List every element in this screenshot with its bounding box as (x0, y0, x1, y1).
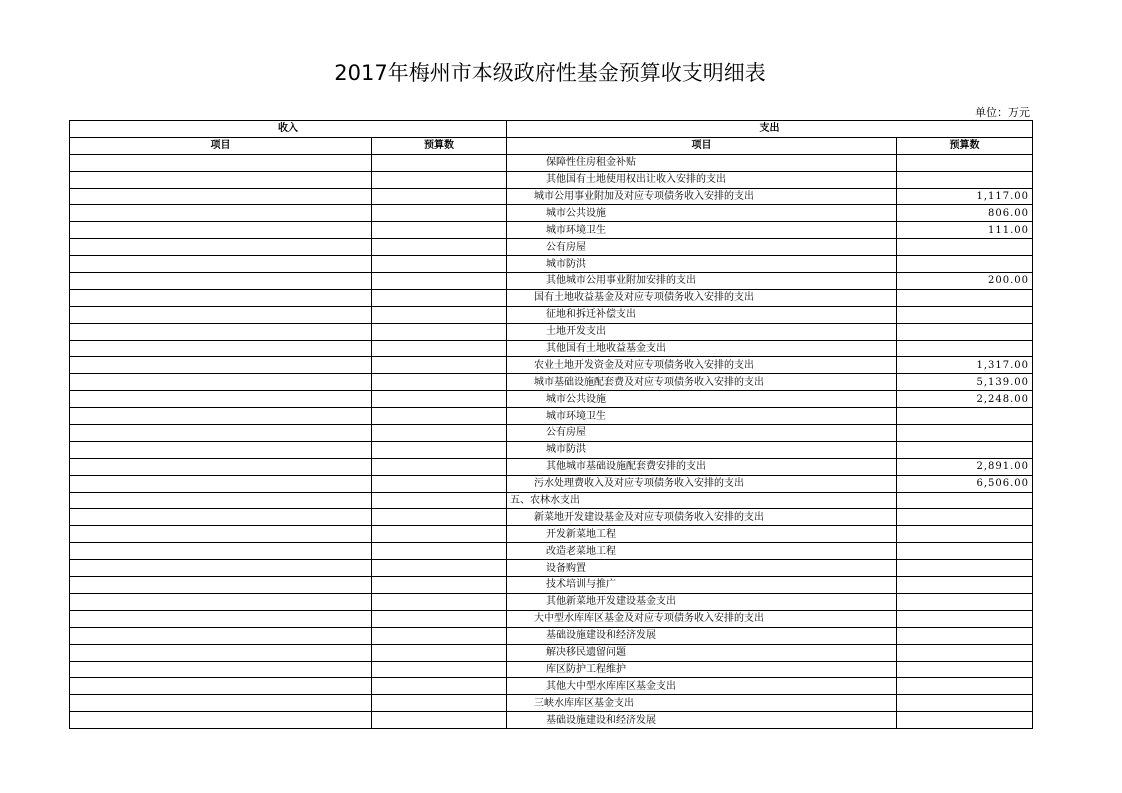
income-budget-cell (372, 154, 507, 171)
income-item-cell (70, 695, 372, 712)
table-row (70, 644, 1033, 661)
income-item-cell (70, 205, 372, 222)
expense-item-cell: 城市基础设施配套费及对应专项债务收入安排的支出 (507, 374, 897, 391)
expense-budget-cell (897, 256, 1033, 273)
expense-budget-cell (897, 661, 1033, 678)
expense-item-cell: 城市公用事业附加及对应专项债务收入安排的支出 (507, 188, 897, 205)
income-item-cell (70, 340, 372, 357)
table-row (70, 661, 1033, 678)
income-budget-cell (372, 526, 507, 543)
expense-item-cell: 公有房屋 (507, 239, 897, 256)
expense-item-cell: 新菜地开发建设基金及对应专项债务收入安排的支出 (507, 509, 897, 526)
expense-budget-cell (897, 171, 1033, 188)
table-row (70, 323, 1033, 340)
income-item-cell (70, 425, 372, 442)
expense-budget-cell (897, 425, 1033, 442)
table-row (70, 222, 1033, 239)
table-row (70, 408, 1033, 425)
income-item-cell (70, 458, 372, 475)
expense-budget-cell (897, 408, 1033, 425)
income-budget-cell (372, 560, 507, 577)
income-item-cell (70, 678, 372, 695)
income-item-cell (70, 509, 372, 526)
table-row (70, 458, 1033, 475)
income-item-cell (70, 560, 372, 577)
table-row (70, 526, 1033, 543)
expense-item-cell: 其他城市基础设施配套费安排的支出 (507, 458, 897, 475)
expense-budget-cell (897, 560, 1033, 577)
income-budget-cell (372, 391, 507, 408)
expense-budget-cell (897, 289, 1033, 306)
table-body (70, 154, 1033, 728)
income-budget-cell (372, 408, 507, 425)
income-budget-cell (372, 577, 507, 594)
expense-budget-cell (897, 610, 1033, 627)
expense-budget-cell (897, 509, 1033, 526)
expense-budget-cell (897, 627, 1033, 644)
table-row (70, 441, 1033, 458)
header-row-columns (70, 137, 1033, 154)
income-budget-cell (372, 678, 507, 695)
income-item-cell (70, 627, 372, 644)
expense-item-cell: 其他国有土地使用权出让收入安排的支出 (507, 171, 897, 188)
expense-budget-cell (897, 712, 1033, 729)
expense-budget-cell: 2,248.00 (897, 391, 1033, 408)
income-item-cell (70, 408, 372, 425)
income-item-cell (70, 526, 372, 543)
expense-budget-header: 预算数 (897, 137, 1033, 154)
table-row (70, 340, 1033, 357)
income-item-cell (70, 374, 372, 391)
income-budget-cell (372, 374, 507, 391)
expense-item-cell: 其他大中型水库库区基金支出 (507, 678, 897, 695)
expense-item-cell: 其他国有土地收益基金支出 (507, 340, 897, 357)
income-budget-cell (372, 644, 507, 661)
income-budget-header: 预算数 (372, 137, 507, 154)
income-budget-cell (372, 458, 507, 475)
expense-budget-cell (897, 593, 1033, 610)
income-budget-cell (372, 256, 507, 273)
income-item-cell (70, 289, 372, 306)
expense-budget-cell (897, 323, 1033, 340)
expense-budget-cell (897, 543, 1033, 560)
expense-item-cell: 五、农林水支出 (507, 492, 897, 509)
income-item-cell (70, 239, 372, 256)
expense-item-cell: 三峡水库库区基金支出 (507, 695, 897, 712)
expense-item-cell: 其他城市公用事业附加安排的支出 (507, 273, 897, 290)
table-row (70, 273, 1033, 290)
table-row (70, 543, 1033, 560)
income-item-cell (70, 188, 372, 205)
unit-label: 单位：万元 (975, 106, 1030, 119)
income-item-header: 项目 (70, 137, 372, 154)
expense-item-cell: 设备购置 (507, 560, 897, 577)
expense-budget-cell: 1,117.00 (897, 188, 1033, 205)
expense-item-cell: 库区防护工程维护 (507, 661, 897, 678)
income-budget-cell (372, 543, 507, 560)
income-item-cell (70, 171, 372, 188)
expense-item-cell: 国有土地收益基金及对应专项债务收入安排的支出 (507, 289, 897, 306)
expense-item-cell: 其他新菜地开发建设基金支出 (507, 593, 897, 610)
expense-item-cell: 城市公共设施 (507, 391, 897, 408)
table-row (70, 475, 1033, 492)
expense-item-cell: 城市防洪 (507, 441, 897, 458)
expense-item-cell: 城市公共设施 (507, 205, 897, 222)
income-budget-cell (372, 425, 507, 442)
expense-item-cell: 保障性住房租金补贴 (507, 154, 897, 171)
budget-table (69, 120, 1033, 729)
income-budget-cell (372, 188, 507, 205)
income-budget-cell (372, 610, 507, 627)
income-item-cell (70, 610, 372, 627)
income-budget-cell (372, 492, 507, 509)
income-item-cell (70, 391, 372, 408)
expense-item-cell: 技术培训与推广 (507, 577, 897, 594)
income-budget-cell (372, 171, 507, 188)
table-row (70, 610, 1033, 627)
income-item-cell (70, 256, 372, 273)
income-item-cell (70, 593, 372, 610)
income-item-cell (70, 357, 372, 374)
table-row (70, 239, 1033, 256)
income-budget-cell (372, 661, 507, 678)
income-budget-cell (372, 475, 507, 492)
income-item-cell (70, 273, 372, 290)
expense-item-cell: 改造老菜地工程 (507, 543, 897, 560)
income-budget-cell (372, 205, 507, 222)
expense-budget-cell (897, 441, 1033, 458)
table-row (70, 374, 1033, 391)
expense-budget-cell (897, 695, 1033, 712)
income-budget-cell (372, 273, 507, 290)
table-row (70, 593, 1033, 610)
expense-item-cell: 解决移民遗留问题 (507, 644, 897, 661)
income-budget-cell (372, 340, 507, 357)
income-budget-cell (372, 593, 507, 610)
income-item-cell (70, 712, 372, 729)
expense-item-cell: 大中型水库库区基金及对应专项债务收入安排的支出 (507, 610, 897, 627)
expense-item-cell: 基础设施建设和经济发展 (507, 627, 897, 644)
income-budget-cell (372, 695, 507, 712)
income-item-cell (70, 492, 372, 509)
income-budget-cell (372, 222, 507, 239)
table-row (70, 509, 1033, 526)
income-item-cell (70, 222, 372, 239)
income-item-cell (70, 441, 372, 458)
table-row (70, 712, 1033, 729)
expense-budget-cell (897, 340, 1033, 357)
income-budget-cell (372, 323, 507, 340)
page-title: 2017年梅州市本级政府性基金预算收支明细表 (334, 61, 766, 85)
income-item-cell (70, 644, 372, 661)
expense-item-cell: 城市防洪 (507, 256, 897, 273)
table-row (70, 425, 1033, 442)
income-budget-cell (372, 712, 507, 729)
header-row-sections (70, 121, 1033, 138)
income-budget-cell (372, 441, 507, 458)
income-item-cell (70, 475, 372, 492)
table-row (70, 256, 1033, 273)
table-row (70, 560, 1033, 577)
expense-item-cell: 开发新菜地工程 (507, 526, 897, 543)
income-budget-cell (372, 289, 507, 306)
expense-item-cell: 城市环境卫生 (507, 408, 897, 425)
expense-budget-cell: 6,506.00 (897, 475, 1033, 492)
income-budget-cell (372, 306, 507, 323)
expense-item-cell: 城市环境卫生 (507, 222, 897, 239)
expense-item-cell: 征地和拆迁补偿支出 (507, 306, 897, 323)
table-row (70, 205, 1033, 222)
expense-budget-cell: 200.00 (897, 273, 1033, 290)
expense-budget-cell (897, 239, 1033, 256)
income-header: 收入 (70, 121, 507, 138)
income-item-cell (70, 543, 372, 560)
income-item-cell (70, 661, 372, 678)
table-row (70, 391, 1033, 408)
table-row (70, 492, 1033, 509)
expense-budget-cell (897, 678, 1033, 695)
income-item-cell (70, 323, 372, 340)
expense-item-cell: 农业土地开发资金及对应专项债务收入安排的支出 (507, 357, 897, 374)
expense-budget-cell: 111.00 (897, 222, 1033, 239)
expense-budget-cell (897, 526, 1033, 543)
expense-budget-cell: 5,139.00 (897, 374, 1033, 391)
expense-header: 支出 (507, 121, 1033, 138)
income-budget-cell (372, 627, 507, 644)
expense-item-cell: 污水处理费收入及对应专项债务收入安排的支出 (507, 475, 897, 492)
expense-item-cell: 基础设施建设和经济发展 (507, 712, 897, 729)
expense-budget-cell: 2,891.00 (897, 458, 1033, 475)
income-item-cell (70, 306, 372, 323)
table-row (70, 678, 1033, 695)
table-row (70, 154, 1033, 171)
income-item-cell (70, 154, 372, 171)
expense-item-header: 项目 (507, 137, 897, 154)
expense-budget-cell (897, 492, 1033, 509)
table-row (70, 577, 1033, 594)
income-budget-cell (372, 239, 507, 256)
income-budget-cell (372, 357, 507, 374)
expense-budget-cell: 806.00 (897, 205, 1033, 222)
table-row (70, 695, 1033, 712)
expense-budget-cell (897, 644, 1033, 661)
expense-item-cell: 土地开发支出 (507, 323, 897, 340)
table-row (70, 171, 1033, 188)
expense-budget-cell: 1,317.00 (897, 357, 1033, 374)
expense-item-cell: 公有房屋 (507, 425, 897, 442)
income-item-cell (70, 577, 372, 594)
table-row (70, 357, 1033, 374)
expense-budget-cell (897, 306, 1033, 323)
table-row (70, 188, 1033, 205)
table-row (70, 627, 1033, 644)
income-budget-cell (372, 509, 507, 526)
table-row (70, 289, 1033, 306)
expense-budget-cell (897, 154, 1033, 171)
expense-budget-cell (897, 577, 1033, 594)
table-row (70, 306, 1033, 323)
